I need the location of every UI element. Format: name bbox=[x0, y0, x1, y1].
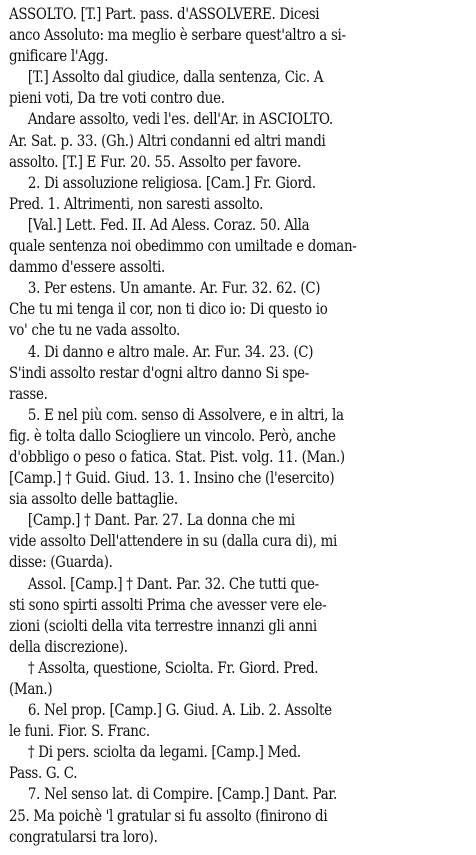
text-line: ASSOLTO. [T.] Part. pass. d'ASSOLVERE. Dicesi bbox=[9, 5, 320, 23]
text-line: le funi. Fior. S. Franc. bbox=[9, 722, 150, 741]
text-line: quale sentenza noi obedimmo con umiltade e doman- bbox=[9, 237, 357, 256]
text-line: anco Assoluto: ma meglio è serbare quest'altro a si- bbox=[9, 26, 346, 45]
text-line: congratularsi tra loro). bbox=[9, 827, 158, 846]
text-line: dammo d'essere assolti. bbox=[9, 258, 166, 277]
text-line: [Camp.] † Dant. Par. 27. La donna che mi bbox=[27, 511, 295, 530]
text-line: 4. Di danno e altro male. Ar. Fur. 34. 23. (C) bbox=[27, 342, 314, 361]
text-line: Assol. [Camp.] † Dant. Par. 32. Che tutti que- bbox=[27, 574, 319, 593]
text-line: vo' che tu ne vada assolto. bbox=[9, 321, 180, 340]
text-line: Che tu mi tenga il cor, non ti dico io: Di questo io bbox=[9, 300, 328, 319]
text-line: fig. è tolta dallo Sciogliere un vincolo. Però, anche bbox=[9, 426, 336, 445]
text-line: Pred. 1. Altrimenti, non saresti assolto. bbox=[9, 194, 264, 213]
text-line: S'indi assolto restar d'ogni altro danno Si spe- bbox=[9, 363, 310, 382]
text-line: † Di pers. sciolta da legami. [Camp.] Med. bbox=[27, 743, 301, 762]
text-line: 25. Ma poichè 'l gratular si fu assolto (finirono di bbox=[9, 806, 328, 825]
text-line: Andare assolto, vedi l'es. dell'Ar. in ASCIOLTO. bbox=[27, 110, 333, 129]
text-line: gnificare l'Agg. bbox=[9, 47, 109, 66]
text-line: rasse. bbox=[9, 384, 48, 403]
text-line: sia assolto delle battaglie. bbox=[9, 490, 178, 509]
text-line: [T.] Assolto dal giudice, dalla sentenza, Cic. A bbox=[27, 68, 324, 87]
text-line: pieni voti, Da tre voti contro due. bbox=[9, 89, 225, 108]
text-line: d'obbligo o peso o fatica. Stat. Pist. volg. 11. (Man.) bbox=[9, 447, 345, 466]
text-line: 2. Di assoluzione religiosa. [Cam.] Fr. Giord. bbox=[27, 173, 316, 192]
text-line: (Man.) bbox=[9, 680, 53, 698]
text-line: 7. Nel senso lat. di Compire. [Camp.] Dant. Par. bbox=[27, 785, 338, 804]
text-line: † Assolta, questione, Sciolta. Fr. Giord. Pred. bbox=[27, 658, 319, 677]
text-line: zioni (sciolti della vita terrestre innanzi gli anni bbox=[9, 616, 317, 635]
text-line: Pass. G. C. bbox=[9, 764, 78, 783]
text-line: disse: (Guarda). bbox=[9, 553, 113, 572]
text-line: della discrezione). bbox=[9, 637, 128, 656]
text-line: [Camp.] † Guid. Giud. 13. 1. Insino che (l'esercito) bbox=[9, 469, 335, 488]
text-line: Ar. Sat. p. 33. (Gh.) Altri condanni ed altri mandi bbox=[9, 131, 326, 150]
text-line: sti sono spirti assolti Prima che avesser vere ele- bbox=[9, 595, 327, 614]
text-line: 3. Per estens. Un amante. Ar. Fur. 32. 62. (C) bbox=[27, 279, 321, 298]
text-line: 6. Nel prop. [Camp.] G. Giud. A. Lib. 2. Assolte bbox=[27, 701, 332, 720]
text-line: assolto. [T.] E Fur. 20. 55. Assolto per favore. bbox=[9, 152, 301, 171]
text-line: 5. E nel più com. senso di Assolvere, e in altri, la bbox=[27, 405, 344, 424]
text-line: vide assolto Dell'attendere in su (dalla cura di), mi bbox=[9, 532, 338, 551]
text-line: [Val.] Lett. Fed. II. Ad Aless. Coraz. 50. Alla bbox=[27, 215, 310, 234]
